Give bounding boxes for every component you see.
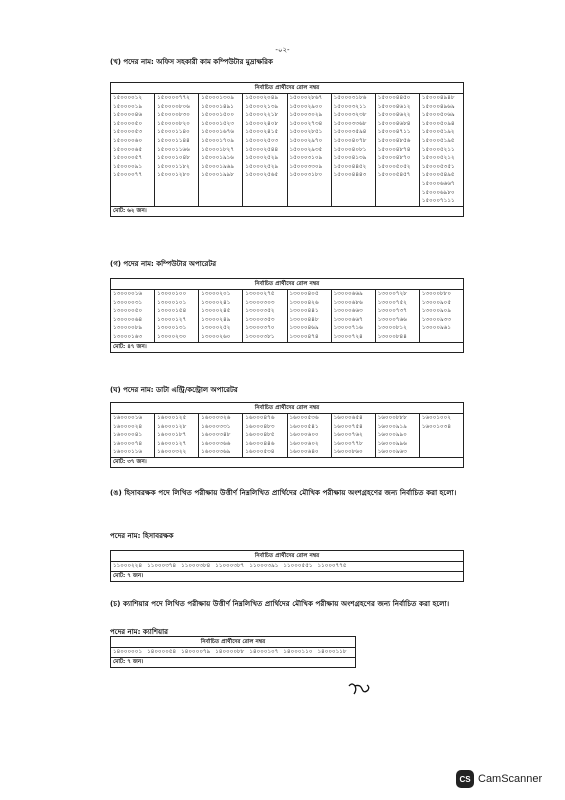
roll-number: ১১০০০৩৯১: [249, 563, 279, 569]
roll-number: ১৫০০০১৮২৭: [201, 146, 234, 153]
roll-number: ১৫০০০০৮০৬: [157, 103, 190, 110]
camscanner-logo-icon: CS: [456, 770, 474, 788]
roll-column: [287, 414, 331, 458]
roll-number: ১৫০০০৫৪৯৫: [421, 172, 455, 179]
roll-column: [111, 290, 155, 343]
roll-table-cha: [110, 636, 356, 668]
roll-number: ১৬০০০৩২২: [157, 449, 187, 456]
roll-number: ১৫০০০০৮২০: [157, 120, 190, 127]
roll-number: ১৫০০০৪৭১১: [377, 129, 411, 136]
roll-number: ১৬০০০৫৪১: [289, 423, 319, 430]
roll-number: ১১০০০৩৮৭: [215, 563, 245, 569]
roll-number: ১৬০০০৯৬৩: [377, 449, 407, 456]
roll-number: ১৫০০০২৫০৩: [245, 137, 279, 144]
roll-table-kha: [110, 82, 464, 217]
roll-column: [155, 94, 199, 207]
roll-number: ১৫০০০১১৪০: [157, 129, 190, 136]
roll-number: ১৫০০০৪৪৫০: [377, 95, 411, 101]
roll-number: ১৬০০০০১৬: [113, 415, 143, 421]
roll-number: ১৩০০০৪৪১: [289, 308, 319, 315]
roll-column: [155, 414, 199, 458]
roll-number: ১৩০০০৩০৩: [245, 299, 275, 306]
roll-number: ১৫০০০৫১৯২: [421, 129, 455, 136]
roll-number: ১৫০০০৪০৮১: [333, 146, 367, 153]
roll-number: ১৫০০০২২১৮: [245, 112, 279, 119]
roll-number: ১৪০০০১১৮: [317, 649, 347, 655]
roll-number: ১৫০০০২৯৭০: [289, 137, 323, 144]
roll-number: ১৫০০০৪৬১২: [377, 103, 411, 110]
roll-number: ১৬০০০৭৫৪: [333, 423, 363, 430]
roll-number: ১৩০০০৪২৬: [289, 299, 319, 306]
roll-column: [331, 414, 375, 458]
camscanner-watermark: [456, 770, 542, 788]
roll-number: ১৬০০০৬০০: [289, 432, 319, 439]
roll-number: ১৫০০০৩২৩৮: [333, 112, 367, 119]
roll-number: ১৫০০০৫২১২: [421, 155, 455, 162]
total-count: মোট: ৬২ জন।: [111, 206, 464, 216]
roll-number: ১৫০০০৪৬২২: [377, 112, 411, 119]
roll-number: ১৬০০০৩৬৬: [201, 440, 231, 447]
table-title: নির্বাচিত প্রার্থীদের রোল নম্বর: [111, 551, 464, 562]
roll-number: ১৩০০০৭২৮: [377, 291, 407, 297]
roll-number: ১১০০০৭৭৫: [317, 563, 347, 569]
roll-number: ১৩০০০০৫০: [113, 308, 143, 315]
camscanner-label: CamScanner: [478, 773, 543, 785]
roll-number: ১৬০০০১২৫: [157, 415, 187, 421]
roll-number: ১৩০০০০১৬: [113, 291, 143, 297]
roll-number: ১৬০০০৩৬৯: [201, 449, 231, 456]
roll-number: ১৬০০০৬৫৪: [333, 415, 363, 421]
section-cha-paragraph: (চ) ক্যাশিয়ার পদে লিখিত পরীক্ষায় উত্তীর্ণ নিম্নলিখিত প্রার্থিদের মৌখিক পরীক্ষায় অংশগ্রহণের জন্য নির্বাচিত করা হলো।: [110, 599, 450, 608]
roll-number: ১১০০০২২৪: [113, 563, 143, 569]
roll-number: ১৩০০০২০১: [201, 291, 231, 297]
roll-number: ১৬০০০১২৭: [157, 440, 187, 447]
table-title: নির্বাচিত প্রার্থীদের রোল নম্বর: [111, 637, 356, 648]
roll-number: ১৫০০০১৭০৯: [201, 137, 234, 144]
roll-number: ১৫০০০৩৫৯৪: [333, 129, 367, 136]
roll-number: ১৩০০০২৩০: [157, 333, 187, 340]
roll-number: ১৫০০০২৮৫১: [289, 129, 323, 136]
roll-number: ১৬০০০৭৭৮: [333, 440, 363, 447]
roll-number: ১৫০০০১৪৯১: [201, 103, 234, 110]
roll-table-gha: [110, 402, 464, 468]
roll-number: ১৫০০০০৭৭: [113, 172, 143, 179]
page-number: -০২-: [275, 46, 290, 54]
roll-number: ১৫০০০৩৩০৯: [289, 163, 323, 170]
roll-number: ১৫০০০১১৮২: [157, 163, 190, 170]
roll-number: ১৬০০০৯৯০: [377, 432, 407, 439]
roll-number: ১৫০০০১৫০০: [201, 112, 234, 119]
total-count: মোট: ৪৭ জন।: [111, 342, 464, 352]
roll-number: ১৫০০০১৫২৩: [201, 120, 234, 127]
roll-number: ১৫০০০৪৪৪৩: [333, 172, 367, 179]
roll-number: ১৬০০০৪৪৬: [245, 440, 275, 447]
roll-number: ১৫০০০২৭৩৪: [289, 120, 323, 127]
roll-number: ১৫০০০৪৪৫২: [333, 163, 367, 170]
roll-number: ১৫০০০১৩০৯: [201, 95, 234, 101]
roll-number: ১৩০০০৬৬৩: [333, 308, 363, 315]
roll-number: ১৩০০০২৪৯: [201, 316, 231, 323]
roll-number: ১৫০০০৬৬৬৭: [421, 180, 455, 187]
roll-number: ১৫০০০২১৩৯: [245, 103, 279, 110]
roll-number: ১৬০০০১১৬: [113, 449, 143, 456]
roll-number: ১৫০০০০৫০: [113, 120, 143, 127]
roll-number: ১৩০০০৬৬৭: [333, 316, 363, 323]
roll-column: [375, 290, 419, 343]
total-count: মোট: ৭ জন।: [111, 571, 464, 581]
roll-number: ১৬০০০৫৩৪: [245, 449, 275, 456]
roll-column: [111, 94, 155, 207]
roll-number: ১৩০০০২৪১: [201, 299, 231, 306]
roll-number: ১৩০০০২৭৫: [245, 291, 275, 297]
roll-number: ১৫০০০৫১৯৫: [421, 137, 455, 144]
roll-number: ১৫০০০০৪৬: [113, 112, 143, 119]
roll-number: ১৩০০০৯০৯: [421, 308, 451, 315]
roll-number: ১৫০০০৪৬৮৪: [377, 120, 411, 127]
roll-number: ১৬০০১০০২: [421, 415, 451, 421]
roll-number: ১৩০০০১৩১: [157, 325, 187, 332]
roll-number: ১৫০০০৫০৫২: [377, 163, 411, 170]
roll-number: ১৫০০০৪৯৪৮: [421, 95, 455, 101]
roll-number: ১৩০০০১৫৪: [157, 308, 187, 315]
roll-number: ১৫০০০২৫২৯: [245, 155, 279, 162]
roll-number: ১৫০০০০৬০: [113, 137, 143, 144]
roll-number: ১৫০০০৩০২৯: [289, 112, 323, 119]
roll-number: ১৫০০০১৯৬৯: [201, 163, 234, 170]
roll-number: ১৩০০০১৬৩: [113, 333, 143, 340]
roll-number: ১৬০০০১২৮: [157, 423, 187, 430]
roll-number: ১৩০০০৭২৪: [333, 333, 363, 340]
roll-number: ১৫০০০৩১৮৬: [333, 95, 367, 101]
roll-column: [419, 94, 463, 207]
section-cha-post-label: পদের নাম: ক্যাশিয়ার: [110, 628, 168, 636]
section-ga-heading: (গ) পদের নাম: কম্পিউটার অপারেটর: [110, 260, 217, 268]
roll-number: ১৬০০০৪৮৫: [245, 432, 275, 439]
roll-number: ১৩০০০৩৭০: [245, 325, 275, 332]
roll-number: ১৬০০০০৪১: [113, 432, 143, 439]
roll-number: ১৫০০০৪৮৫৬: [377, 137, 411, 144]
section-gha-heading: (ঘ) পদের নাম: ডাটা এন্ট্রি/কন্ট্রোল অপারেটর: [110, 386, 238, 394]
roll-number: ১৫০০০০৫৭: [113, 155, 143, 162]
roll-column: [199, 94, 243, 207]
roll-column: [331, 94, 375, 207]
roll-number: ১৬০০০৩৩১: [201, 423, 231, 430]
roll-number: ১৬০০০৩২৬: [201, 415, 231, 421]
roll-number: ১৩০০০২৬০: [201, 333, 231, 340]
roll-list: [111, 648, 356, 658]
roll-number: ১৫০০০১৬৭৬: [201, 129, 234, 136]
roll-number: ১৫০০০২৯৩৫: [289, 146, 323, 153]
roll-column: [375, 94, 419, 207]
roll-number: ১৩০০০৪৬৯: [289, 325, 319, 332]
roll-number: ১৩০০০৩৫২: [245, 308, 275, 315]
roll-number: ১৬০০০৬০২: [289, 440, 319, 447]
roll-number: ১৫০০০১১৬৬: [157, 146, 190, 153]
roll-number: ১৪০০০১০৭: [249, 649, 279, 655]
roll-number: ১৫০০০১২৮০: [157, 172, 190, 179]
table-row: [111, 414, 464, 458]
roll-number: ১৫০০০২৪০৮: [245, 120, 279, 127]
total-count: মোট: ৩৭ জন।: [111, 457, 464, 467]
roll-number: ১৫০০০৫২১১: [421, 146, 455, 153]
roll-number: ১৩০০০৬৬৯: [333, 291, 363, 297]
roll-column: [199, 414, 243, 458]
roll-number: ১৩০০০০৩১: [113, 299, 143, 306]
roll-number: ১৩০০০১০১: [157, 299, 187, 306]
roll-column: [375, 414, 419, 458]
roll-number: ১৬০০০৯১৯: [377, 423, 407, 430]
roll-number: ১৬০০০৪৮৩: [245, 423, 275, 430]
table-title: নির্বাচিত প্রার্থীদের রোল নম্বর: [111, 279, 464, 290]
roll-number: ১৬০০০৬৪০: [289, 449, 319, 456]
roll-number: ১৩০০০৪৭৪: [289, 333, 319, 340]
roll-number: ১১০০০৩৭৪: [147, 563, 177, 569]
roll-number: ১৩০০০৮১২: [377, 325, 407, 332]
roll-number: ১৫০০০০১৯: [113, 103, 143, 110]
signature-mark: [346, 680, 372, 698]
roll-number: ১৫০০০২৪১৫: [245, 129, 279, 136]
roll-number: ১৫০০০৪১৩৯: [333, 155, 367, 162]
roll-number: ১৫০০০৩১৮০: [289, 172, 323, 179]
roll-number: ১৬০০০৯৯৬: [377, 440, 407, 447]
roll-number: ১৩০০০৪৪৮: [289, 316, 319, 323]
roll-number: ১৫০০০০৬৫: [113, 146, 143, 153]
roll-number: ১৫০০০৫৩৫১: [421, 163, 455, 170]
roll-number: ১৩০০০৯৬১: [421, 325, 451, 332]
roll-number: ১৫০০০৩৩৬৮: [333, 120, 367, 127]
section-uo-paragraph: (ঙ) হিসাবরক্ষক পদে লিখিত পরীক্ষায় উত্তীর্ণ নিম্নলিখিত প্রার্থিদের মৌখিক পরীক্ষায় অংশগ্রহণের জন্য নির্বাচিত করা হলো।: [110, 488, 457, 497]
roll-number: ১৪০০০০৮৮: [215, 649, 245, 655]
roll-number: ১৫০০০১০৪৮: [157, 155, 190, 162]
roll-number: ১৪০০০০০১: [113, 649, 143, 655]
roll-number: ১৩০০০৩৮১: [245, 333, 275, 340]
section-uo-post-label: পদের নাম: হিসাবরক্ষক: [110, 532, 174, 540]
roll-number: ১৫০০০২৯০০: [289, 103, 323, 110]
roll-number: ১৩০০০০৬৪: [113, 316, 143, 323]
roll-number: ১৫০০০০৫৩: [113, 129, 143, 136]
roll-number: ১৩০০০৪০৫: [289, 291, 319, 297]
roll-number: ১৬০০১০৩৪: [421, 423, 451, 430]
roll-column: [155, 290, 199, 343]
roll-number: ১৬০০০৪৭৬: [245, 415, 275, 421]
roll-column: [287, 290, 331, 343]
roll-number: ১৫০০০৫০৬৯: [421, 112, 455, 119]
table-title: নির্বাচিত প্রার্থীদের রোল নম্বর: [111, 83, 464, 94]
roll-number: ১৩০০০১২৭: [157, 316, 187, 323]
table-title: নির্বাচিত প্রার্থীদের রোল নম্বর: [111, 403, 464, 414]
roll-number: ১১০০০৩৮৪: [181, 563, 211, 569]
roll-column: [287, 94, 331, 207]
roll-number: ১৫০০০২৫২৯: [245, 163, 279, 170]
roll-column: [419, 290, 463, 343]
roll-number: ১৫০০০৪৮৭০: [377, 155, 411, 162]
roll-number: ১৫০০০৪০৭৮: [333, 137, 367, 144]
roll-number: ১৫০০০২৫৬৫: [245, 172, 279, 179]
roll-number: ১৫০০০৬৯৮০: [421, 189, 455, 196]
roll-column: [243, 290, 287, 343]
table-row: [111, 290, 464, 343]
roll-number: ১৫০০০২৫৪৪: [245, 146, 279, 153]
roll-number: ১৫০০০১৯১৬: [201, 155, 234, 162]
roll-number: ১৫০০০১৯৯৮: [201, 172, 234, 179]
roll-number: ১৫০০০৪৮৭৪: [377, 146, 411, 153]
roll-number: ১৬০০০৮৮৮: [377, 415, 407, 421]
roll-number: ১৬০০০০২৪: [113, 423, 143, 430]
roll-number: ১৩০০০৮৪৪: [377, 333, 407, 340]
roll-number: ১৬০০০৮৬০: [333, 449, 363, 456]
roll-column: [243, 94, 287, 207]
total-count: মোট: ৭ জন।: [111, 657, 356, 667]
roll-number: ১৫০০০২৮৬৭: [289, 95, 323, 101]
roll-number: ১৬০০০৭৬২: [333, 432, 363, 439]
roll-number: ১৫০০০৭১১১: [421, 198, 455, 205]
roll-number: ১৪০০০০৫৪: [147, 649, 177, 655]
roll-number: ১৫০০০০৭৭২: [157, 95, 190, 101]
roll-table-uo: [110, 550, 464, 582]
roll-number: ১৪০০০০৭৯: [181, 649, 211, 655]
roll-column: [419, 414, 463, 458]
roll-number: ১৩০০০০৮৯: [113, 325, 143, 332]
roll-number: ১৩০০০৭৫২: [377, 299, 407, 306]
roll-number: ১৩০০০২৪৫: [201, 308, 231, 315]
table-row: [111, 94, 464, 207]
roll-number: ১৫০০০০৯১: [113, 163, 143, 170]
roll-number: ১৫০০০০৮৩০: [157, 112, 190, 119]
roll-list: [111, 562, 464, 572]
roll-number: ১৩০০০৩৫৩: [245, 316, 275, 323]
roll-column: [331, 290, 375, 343]
roll-number: ১৫০০০৩১০৯: [289, 155, 323, 162]
roll-number: ১৩০০০১০০: [157, 291, 187, 297]
roll-table-ga: [110, 278, 464, 353]
roll-column: [199, 290, 243, 343]
roll-number: ১৩০০০৯৩৩: [421, 316, 451, 323]
roll-number: ১৫০০০৪৯৬৯: [421, 103, 455, 110]
roll-number: ১৩০০০৯০৫: [421, 299, 451, 306]
roll-number: ১৫০০০১১৪৪: [157, 137, 190, 144]
roll-number: ১৫০০০৫৪৫৭: [377, 172, 411, 179]
roll-number: ১৬০০০৩৪৮: [201, 432, 231, 439]
roll-number: ১৫০০০৩২১১: [333, 103, 367, 110]
roll-number: ১৩০০০৬৮৬: [333, 299, 363, 306]
roll-number: ১৬০০০০৭৪: [113, 440, 143, 447]
roll-number: ১৩০০০৭৩৭: [377, 308, 407, 315]
roll-number: ১৫০০০৫০৯৪: [421, 120, 455, 127]
roll-column: [243, 414, 287, 458]
roll-number: ১৫০০০২০৪৯: [245, 95, 279, 101]
roll-column: [111, 414, 155, 458]
roll-number: ১৩০০০৭৬৬: [377, 316, 407, 323]
section-kha-heading: (খ) পদের নাম: অফিস সহকারী কাম কম্পিউটার মুদ্রাক্ষরিক: [110, 58, 273, 66]
roll-number: ১৪০০০১১০: [283, 649, 313, 655]
roll-number: ১৬০০০৫৩৬: [289, 415, 319, 421]
roll-number: ১৩০০০৮৮০: [421, 291, 451, 297]
roll-number: ১৫০০০০১২: [113, 95, 143, 101]
roll-number: ১১০০০৫৫১: [283, 563, 313, 569]
roll-number: ১৬০০০১৮৭: [157, 432, 187, 439]
roll-number: ১৩০০০৭১৬: [333, 325, 363, 332]
roll-number: ১৩০০০২৫২: [201, 325, 231, 332]
